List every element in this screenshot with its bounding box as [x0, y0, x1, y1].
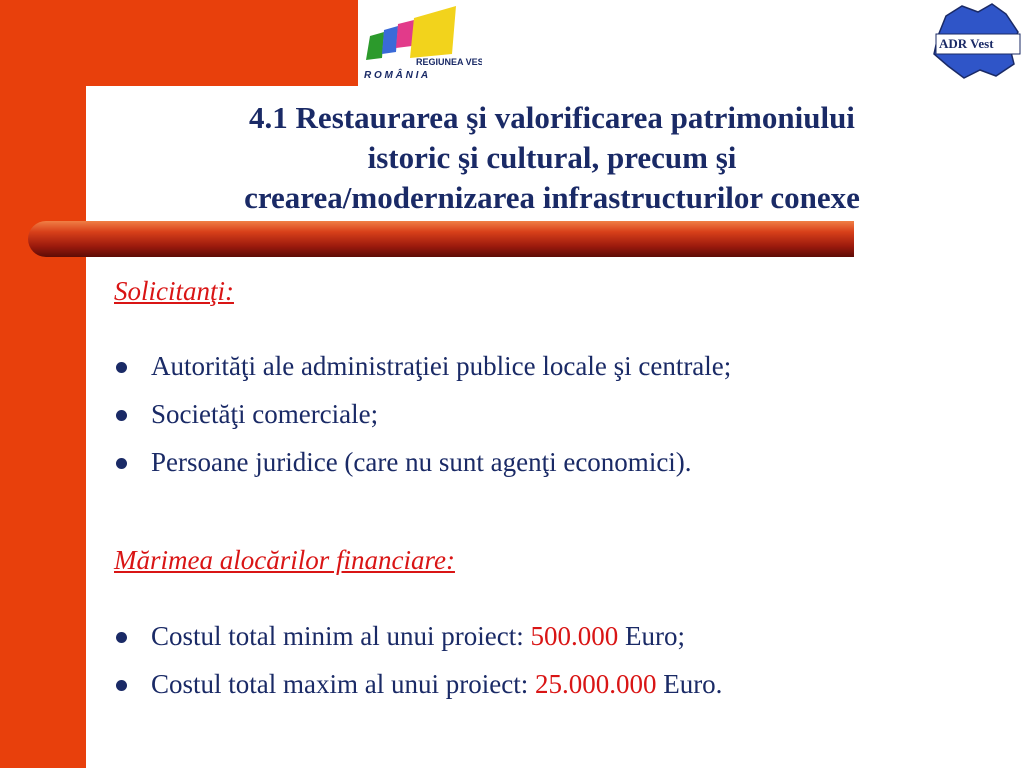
cost-min-prefix: Costul total minim al unui proiect:	[151, 621, 531, 651]
alocari-list	[114, 612, 722, 708]
section-heading-solicitanti: Solicitanţi:	[114, 276, 234, 306]
list-item: Autorităţi ale administraţiei publice locale şi centrale;	[114, 342, 731, 390]
slide-title	[118, 98, 986, 218]
section-heading-alocari: Mărimea alocărilor financiare:	[114, 545, 455, 575]
logo-rv-line2: R O M Â N I A	[364, 70, 429, 81]
logo-adr-text: ADR Vest	[939, 36, 994, 51]
top-orange-band	[0, 0, 358, 86]
cost-max-amount: 25.000.000	[534, 669, 657, 699]
title-line-2: istoric şi cultural, precum şi	[367, 140, 737, 175]
list-item: Persoane juridice (care nu sunt agenţi economici).	[114, 438, 731, 486]
cost-max-prefix: Costul total maxim al unui proiect:	[151, 669, 535, 699]
cost-min-amount: 500.000	[530, 621, 619, 651]
solicitanti-list	[114, 342, 731, 486]
adr-vest-logo	[926, 2, 1022, 80]
cost-min-suffix: Euro;	[618, 621, 685, 651]
left-orange-band	[0, 0, 86, 768]
title-line-3: crearea/modernizarea infrastructurilor conexe	[244, 180, 860, 215]
list-item	[114, 660, 722, 708]
logo-rv-line1: REGIUNEA VEST	[416, 57, 482, 67]
decorative-bar	[28, 221, 854, 257]
regiunea-vest-logo	[358, 2, 482, 82]
list-item	[114, 612, 722, 660]
title-line-1: 4.1 Restaurarea şi valorificarea patrimoniului	[249, 100, 855, 135]
cost-max-suffix: Euro.	[656, 669, 723, 699]
list-item: Societăţi comerciale;	[114, 390, 731, 438]
